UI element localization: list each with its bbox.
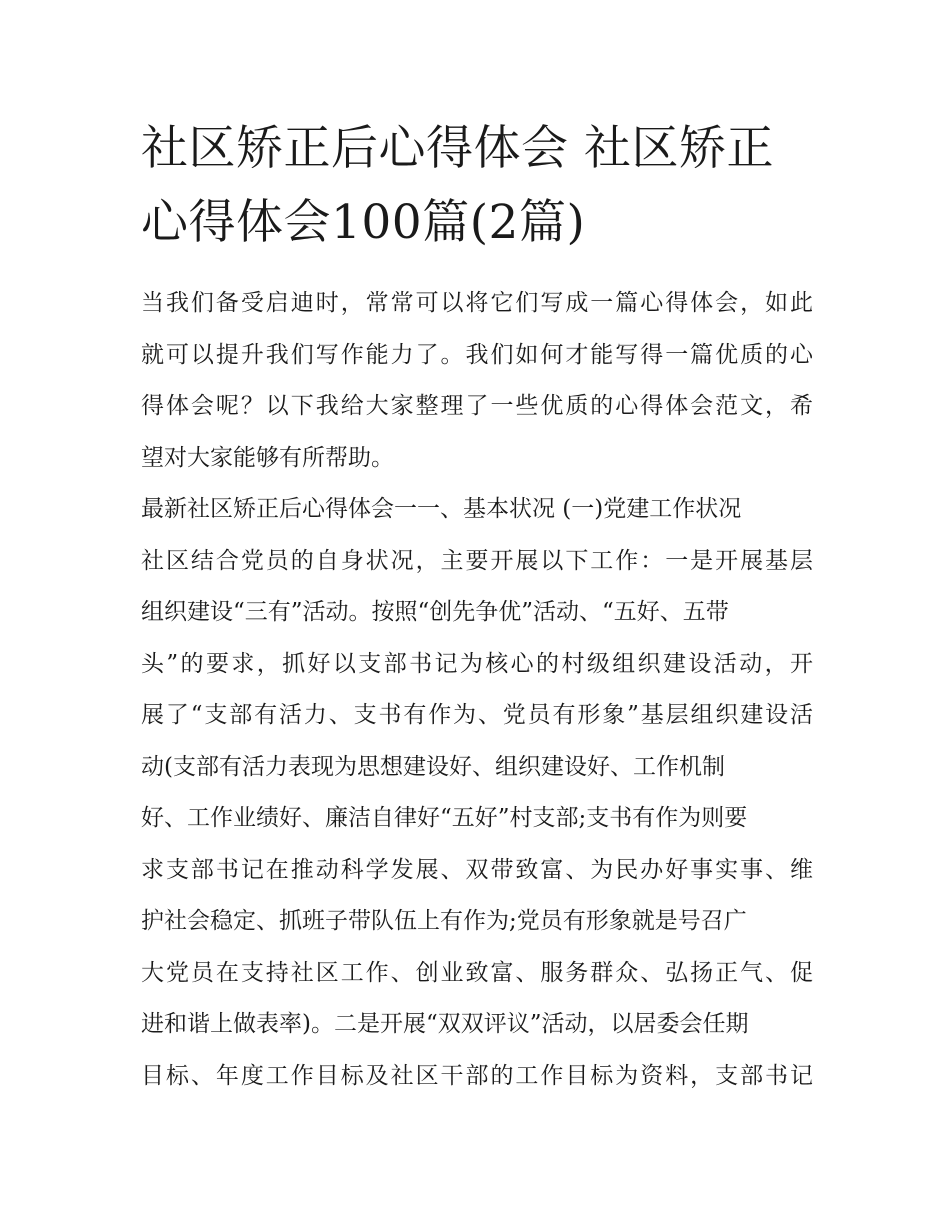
body-line: 目标、年度工作目标及社区干部的工作目标为资料，支部书记 [141, 1062, 813, 1089]
title-line: 社区矫正后心得体会 社区矫正 [141, 121, 774, 176]
body-line: 当我们备受启迪时，常常可以将它们写成一篇心得体会，如此 [141, 290, 813, 316]
document-title [141, 112, 813, 260]
body-line: 展了“支部有活力、支书有作为、党员有形象”基层组织建设活 [141, 702, 813, 728]
body-line: 得体会呢？以下我给大家整理了一些优质的心得体会范文，希 [141, 393, 813, 419]
body-line: 护社会稳定、抓班子带队伍上有作为;党员有形象就是号召广 [141, 908, 747, 934]
body-line: 好、工作业绩好、廉洁自律好“五好”村支部;支书有作为则要 [141, 805, 748, 831]
title-line: 心得体会100篇(2篇) [141, 195, 586, 250]
document-page [141, 112, 813, 1102]
body-line: 最新社区矫正后心得体会一一、基本状况 (一)党建工作状况 [141, 496, 742, 522]
body-line: 就可以提升我们写作能力了。我们如何才能写得一篇优质的心 [141, 341, 813, 368]
body-line: 大党员在支持社区工作、创业致富、服务群众、弘扬正气、促 [141, 959, 813, 986]
body-line: 组织建设“三有”活动。按照“创先争优”活动、“五好、五带 [141, 599, 729, 625]
body-line: 求支部书记在推动科学发展、双带致富、为民办好事实事、维 [141, 856, 813, 883]
body-line: 动(支部有活力表现为思想建设好、组织建设好、工作机制 [141, 753, 725, 780]
body-line: 望对大家能够有所帮助。 [141, 444, 394, 471]
body-line: 头”的要求，抓好以支部书记为核心的村级组织建设活动，开 [141, 650, 813, 677]
body-line: 进和谐上做表率)。二是开展“双双评议”活动，以居委会任期 [141, 1011, 749, 1037]
body-line: 社区结合党员的自身状况，主要开展以下工作：一是开展基层 [141, 547, 813, 574]
document-body [141, 278, 813, 1102]
